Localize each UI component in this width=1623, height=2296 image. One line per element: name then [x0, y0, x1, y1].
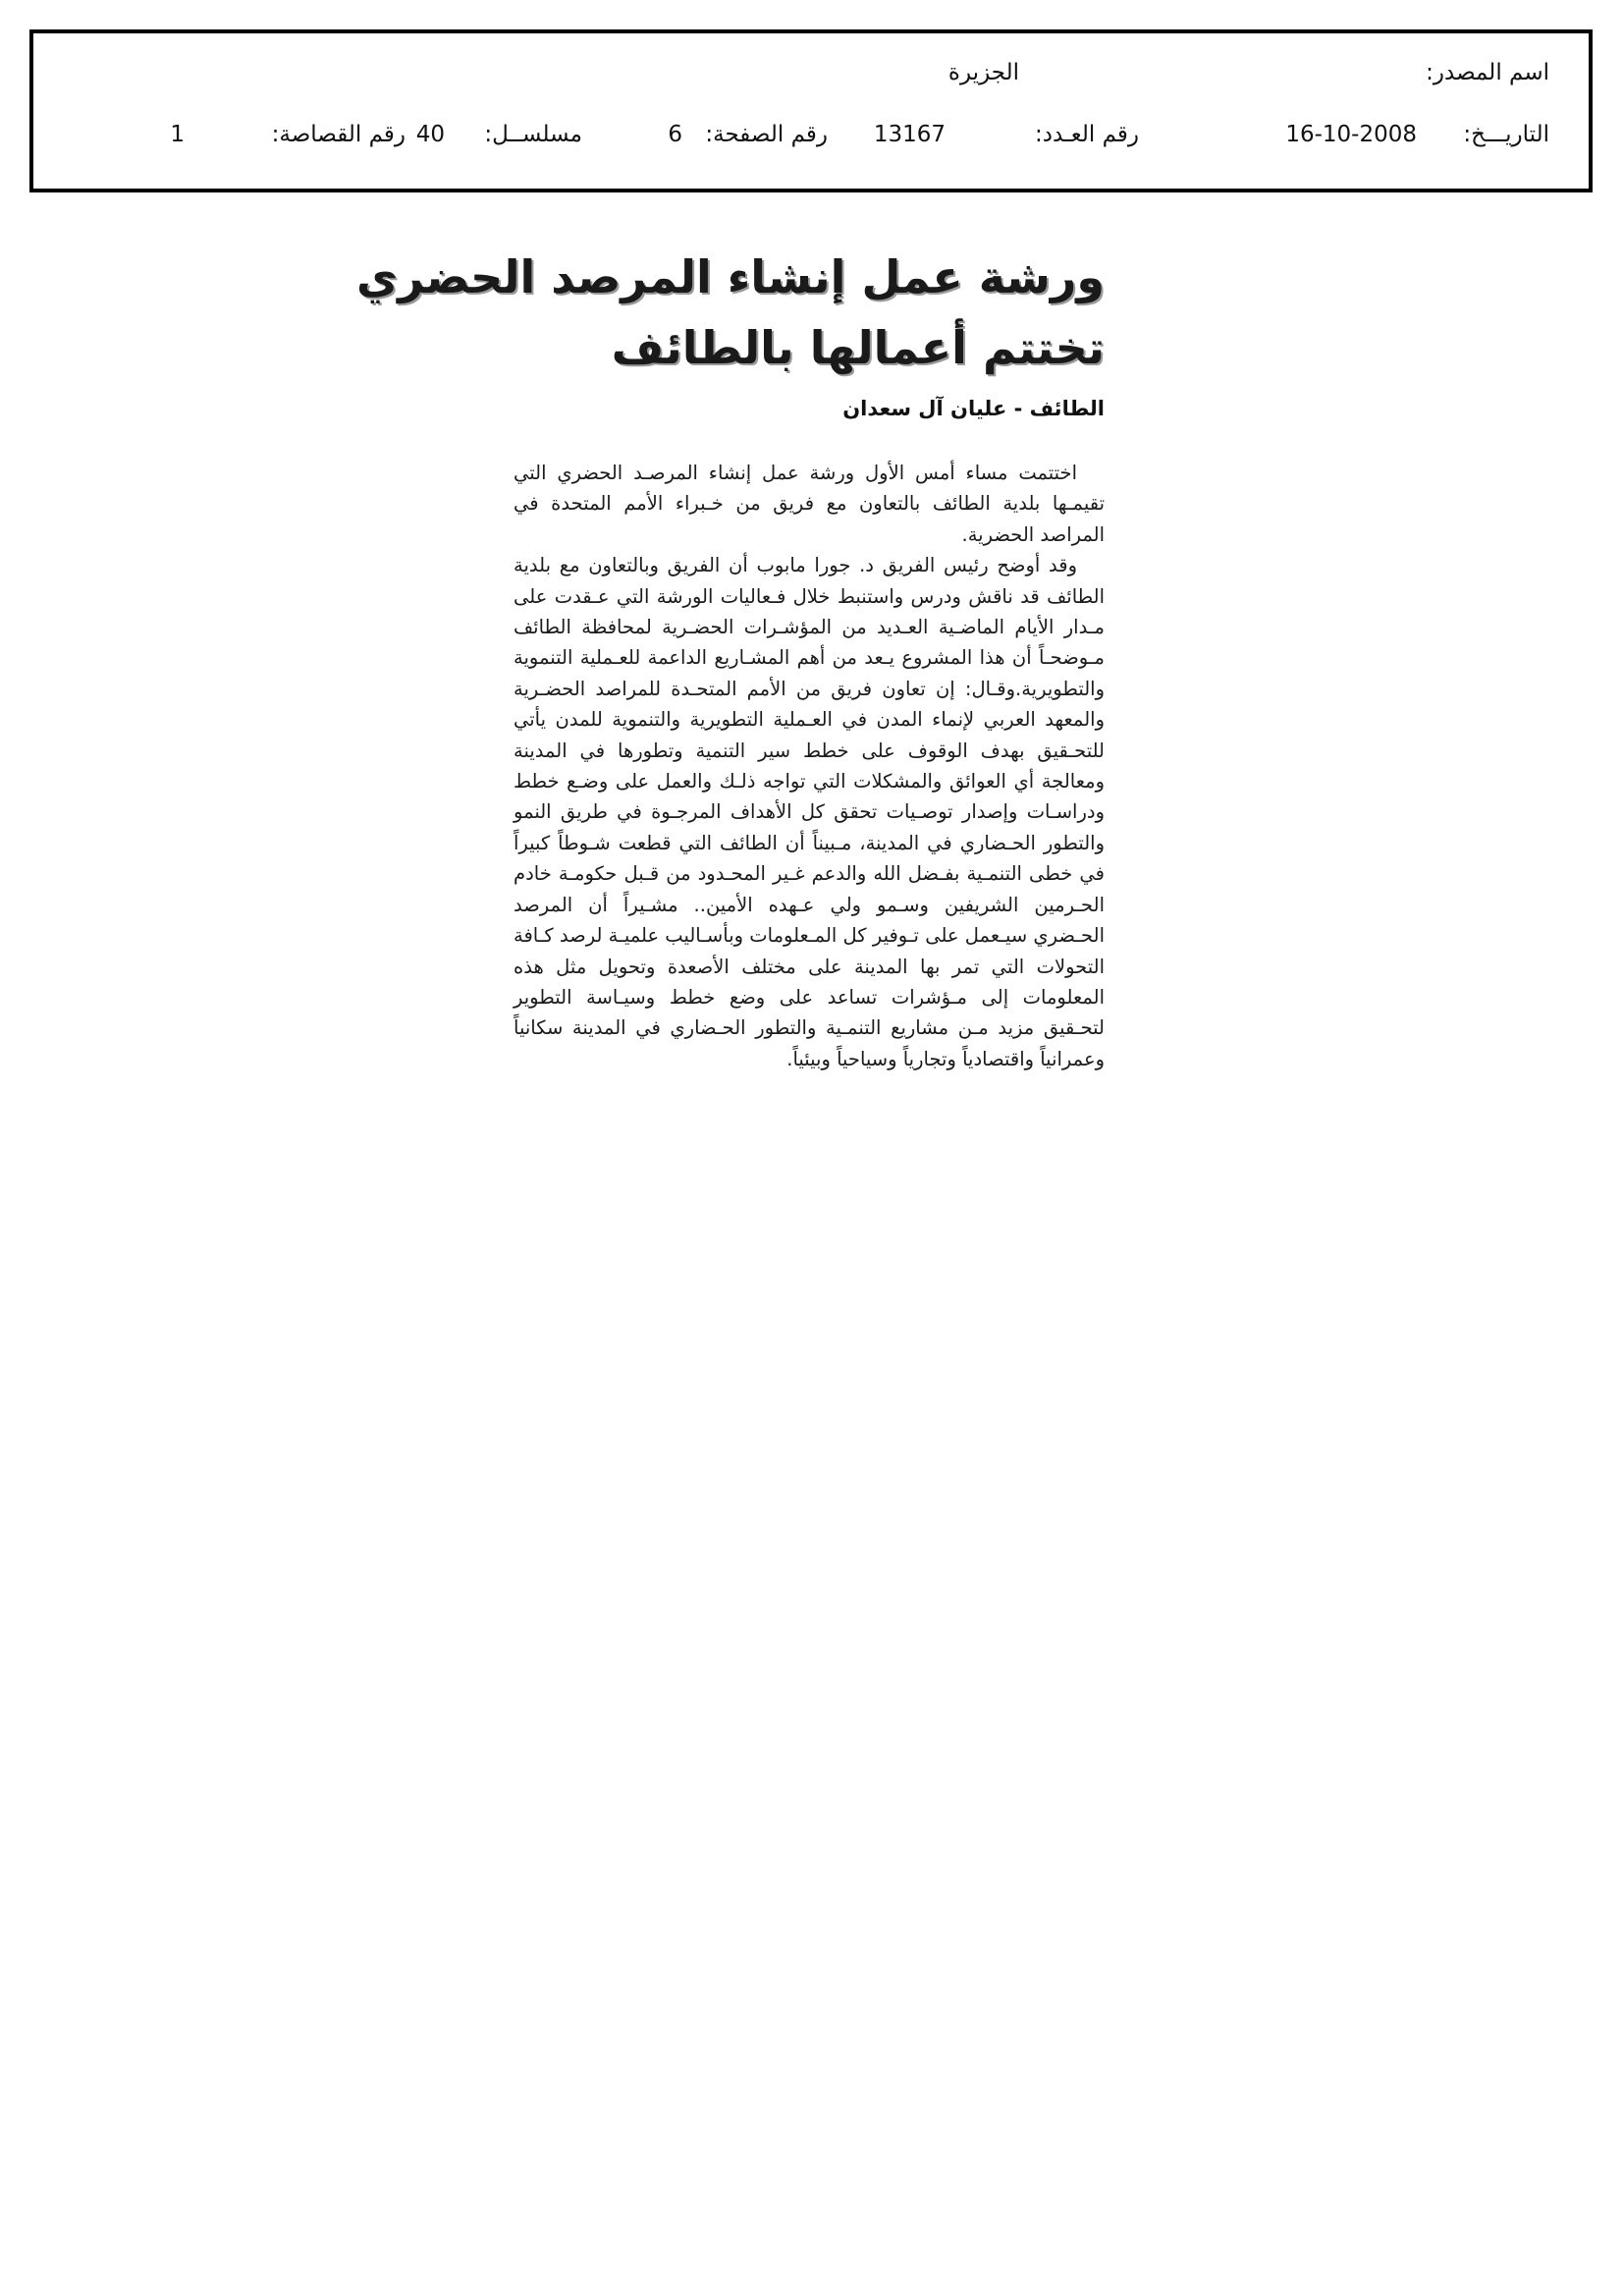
- serial-value: 40: [415, 122, 445, 147]
- clipping-info-box: [29, 29, 1593, 192]
- article-byline: الطائف - عليان آل سعدان: [842, 397, 1105, 420]
- date-value: 16-10-2008: [1285, 122, 1417, 147]
- article-body: [514, 458, 1105, 1074]
- issue-value: 13167: [873, 122, 946, 147]
- date-label: التاريـــخ:: [1463, 122, 1549, 147]
- source-label: اسم المصدر:: [1426, 60, 1549, 85]
- clipping-label: رقم القصاصة:: [271, 122, 406, 147]
- clipping-value: 1: [170, 122, 185, 147]
- headline-line-1: ورشة عمل إنشاء المرصد الحضري: [355, 250, 1105, 303]
- serial-label: مسلســل:: [484, 122, 582, 147]
- article-paragraph-1: اختتمت مساء أمس الأول ورشة عمل إنشاء المرصـد الحضري التي تقيمـها بلدية الطائف بالتعاون مع فريق من خـبراء الأمم المتحدة في المراصد الحضرية.: [514, 462, 1105, 546]
- article-paragraph-2: وقد أوضح رئيس الفريق د. جورا مابوب أن الفريق وبالتعاون مع بلدية الطائف قد ناقش ودرس واستنبط خلال فـعاليات الورشة التي عـقدت على مـدار الأيام الماضـية العـديد من المؤشـرات الحضـرية لمحافظة الطائف مـوضحـاً أن هذا المشروع يـعد من أهم المشـاريع الداعمة للعـملية التنموية والتطويرية.وقـال: إن تعاون فريق من الأمم المتحـدة للمراصد الحضـرية والمعهد العربي لإنماء المدن في العـملية التطويرية والتنموية للمدن يأتي للتحـقيق بهدف الوقوف على خطط سير التنمية وتطورها في المدينة ومعالجة أي العوائق والمشكلات التي تواجه ذلـك والعمل على وضـع خطط ودراسـات وإصدار توصـيات تحقق كل الأهداف المرجـوة في طريق النمو والتطور الحـضاري في المدينة، مـبيناً أن الطائف التي قطعت شـوطاً كبيراً في خطى التنمـية بفـضل الله والدعم غـير المحـدود من قـبل حكومـة خادم الحـرمين الشريفين وسـمو ولي عـهده الأمين.. مشـيراً أن المرصد الحـضري سيـعمل على تـوفير كل المـعلومات وبأسـاليب علميـة لرصد كـافة التحولات التي تمر بها المدينة على مختلف الأصعدة وتحويل مثل هذه المعلومات إلى مـؤشرات تساعد على وضع خطط وسيـاسة التطوير لتحـقيق مزيد مـن مشاريع التنمـية والتطور الحـضاري في المدينة سكانياً وعمرانياً واقتصادياً وتجارياً وسياحياً وبيئياً.: [514, 554, 1105, 1070]
- source-value: الجزيرة: [947, 60, 1019, 85]
- page-value: 6: [668, 122, 682, 147]
- page-label: رقم الصفحة:: [705, 122, 828, 147]
- issue-label: رقم العـدد:: [1034, 122, 1139, 147]
- headline-line-2: تختتم أعمالها بالطائف: [611, 321, 1105, 374]
